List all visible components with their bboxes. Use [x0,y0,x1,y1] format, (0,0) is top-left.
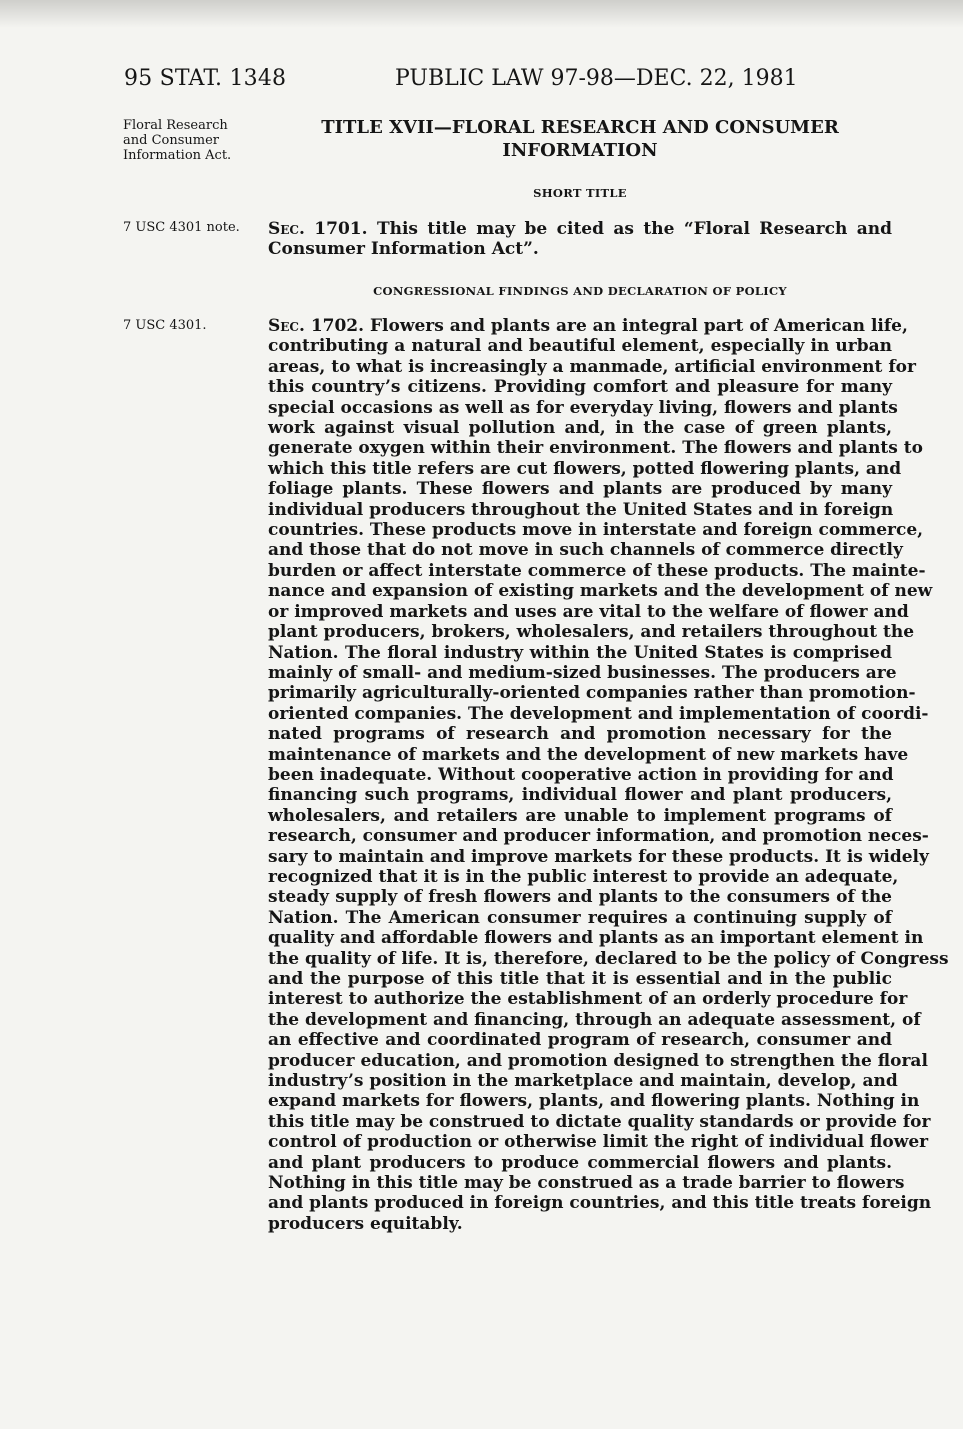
text-line: areas, to what is increasingly a manmade, artificial environment for [268,356,916,377]
text-line: recognized that it is in the public interest to provide an adequate, [268,866,899,887]
text-line: foliage plants. These flowers and plants are produced by many [268,479,892,500]
text-line: the quality of life. It is, therefore, declared to be the policy of Congress [268,948,949,969]
text-line: control of production or otherwise limit the right of individual flower [268,1132,929,1153]
text-line: plant producers, brokers, wholesalers, and retailers throughout the [268,622,915,643]
text-line: this title may be construed to dictate quality standards or provide for [268,1111,931,1132]
text-line: wholesalers, and retailers are unable to implement programs of [268,805,892,826]
text-line: producers equitably. [268,1213,463,1234]
text-line: steady supply of fresh flowers and plants to the consumers of the [268,887,892,908]
text-line: research, consumer and producer information, and promotion neces- [268,826,929,847]
text-line: and plants produced in foreign countries, and this title treats foreign [268,1193,932,1214]
text-line: generate oxygen within their environment. The flowers and plants to [268,438,923,459]
text-line: Nothing in this title may be construed as a trade barrier to flowers [268,1173,905,1194]
text-line: maintenance of markets and the development of new markets have [268,744,909,765]
text-line: and those that do not move in such channels of commerce directly [268,540,903,561]
title-line-2: INFORMATION [502,140,658,161]
text-line: interest to authorize the establishment of an orderly procedure for [268,989,908,1010]
public-law-header: PUBLIC LAW 97-98—DEC. 22, 1981 [395,66,798,91]
text-line: Sec. 1702. Flowers and plants are an integral part of American life, [268,316,908,336]
text-line: Nation. The American consumer requires a continuing supply of [268,907,892,928]
text-line: financing such programs, individual flower and plant producers, [268,785,892,806]
text-line: Nation. The floral industry within the United States is comprised [268,642,892,663]
text-line: primarily agriculturally-oriented companies rather than promotion- [268,683,916,704]
text-line: work against visual pollution and, in the case of green plants, [268,418,892,439]
text-line: expand markets for flowers, plants, and flowering plants. Nothing in [268,1091,920,1112]
title-line-1: TITLE XVII—FLORAL RESEARCH AND CONSUMER [321,117,839,138]
text-line: Consumer Information Act”. [268,239,539,260]
text-line: and the purpose of this title that it is essential and in the public [268,969,892,989]
margin-note-act-name [123,118,263,163]
text-line: nated programs of research and promotion necessary for the [268,724,892,745]
text-line: industry’s position in the marketplace and maintain, develop, and [268,1071,898,1092]
text-line: nance and expansion of existing markets and the development of new [268,581,933,602]
text-line: an effective and coordinated program of research, consumer and [268,1030,892,1051]
scan-edge-shadow [0,0,963,28]
text-line: and plant producers to produce commercial flowers and plants. [268,1152,892,1173]
margin-note-line: Floral Research [123,118,228,133]
text-line: contributing a natural and beautiful element, especially in urban [268,336,892,357]
margin-note-line: Information Act. [123,148,232,163]
margin-note-line: and Consumer [123,133,220,148]
text-line: individual producers throughout the United States and in foreign [268,499,894,520]
text-line: been inadequate. Without cooperative action in providing for and [268,764,894,785]
text-line: the development and financing, through an adequate assessment, of [268,1009,921,1030]
text-line: which this title refers are cut flowers, potted flowering plants, and [268,458,902,479]
short-title-heading: SHORT TITLE [533,186,627,200]
section-label: Sec. [268,316,305,336]
text-line: oriented companies. The development and implementation of coordi- [268,703,929,724]
margin-note-sec1701: 7 USC 4301 note. [123,220,240,235]
section-label: Sec. [268,219,305,239]
title-heading [268,116,892,162]
section-1702-text [268,316,949,1234]
text-line: sary to maintain and improve markets for these products. It is widely [268,846,929,867]
text-line: or improved markets and uses are vital to the welfare of flower and [268,601,909,622]
findings-heading: CONGRESSIONAL FINDINGS AND DECLARATION OF POLICY [373,284,787,298]
text-line: countries. These products move in interstate and foreign commerce, [268,520,924,541]
text-line: Sec. 1701. This title may be cited as the “Floral Research and [268,219,892,239]
text-line: this country’s citizens. Providing comfort and pleasure for many [268,377,892,398]
text-line: producer education, and promotion designed to strengthen the floral [268,1050,928,1071]
text-line: special occasions as well as for everyday living, flowers and plants [268,397,898,418]
text-line: quality and affordable flowers and plants as an important element in [268,928,924,949]
margin-note-sec1702: 7 USC 4301. [123,318,207,333]
text-line: mainly of small- and medium-sized businesses. The producers are [268,662,897,683]
text-line: burden or affect interstate commerce of these products. The mainte- [268,560,926,581]
section-1701-text [268,219,892,260]
page-statute-citation: 95 STAT. 1348 [124,66,287,91]
